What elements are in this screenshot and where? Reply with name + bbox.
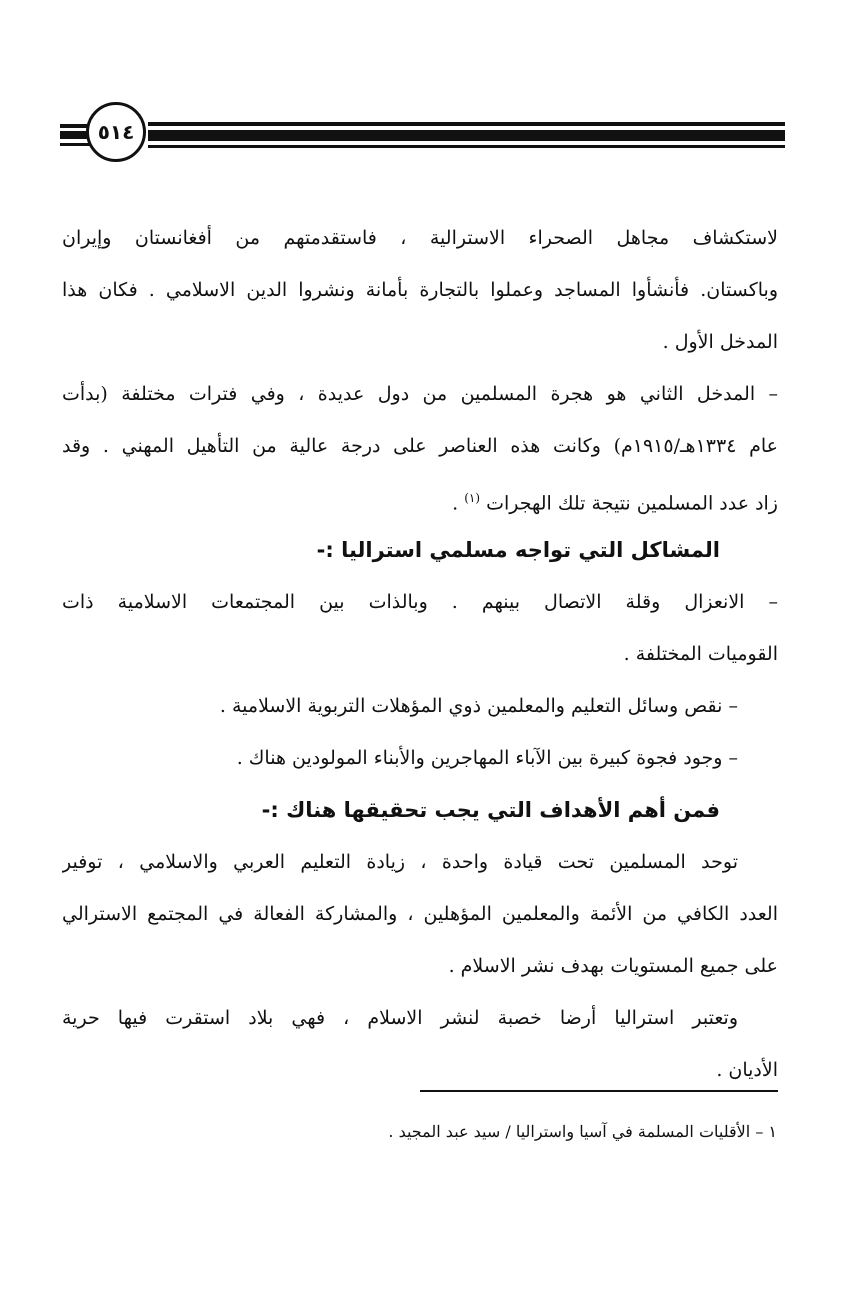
header-rule	[148, 122, 785, 126]
section-heading: المشاكل التي تواجه مسلمي استراليا :-	[316, 538, 720, 562]
body-line: الأديان .	[716, 1059, 778, 1081]
body-line: العدد الكافي من الأئمة والمعلمين المؤهلين ، والمشاركة الفعالة في المجتمع الاسترالي	[62, 903, 778, 925]
body-line: – نقص وسائل التعليم والمعلمين ذوي المؤهلات التربوية الاسلامية .	[219, 695, 738, 717]
body-line: زاد عدد المسلمين نتيجة تلك الهجرات $^{(١)}$ .	[452, 491, 778, 515]
body-line: – المدخل الثاني هو هجرة المسلمين من دول عديدة ، وفي فترات مختلفة (بدأت	[62, 383, 778, 405]
body-line: القوميات المختلفة .	[623, 643, 778, 665]
page-header	[60, 100, 785, 166]
page-number: ٥١٤	[86, 102, 146, 162]
section-heading: فمن أهم الأهداف التي يجب تحقيقها هناك :-	[261, 798, 720, 822]
body-line: وباكستان. فأنشأوا المساجد وعملوا بالتجارة بأمانة ونشروا الدين الاسلامي . فكان هذا	[62, 279, 778, 301]
footnote: ١ – الأقليات المسلمة في آسيا واستراليا / سيد عبد المجيد .	[388, 1122, 777, 1141]
page-body	[62, 212, 778, 1096]
body-line-text: زاد عدد المسلمين نتيجة تلك الهجرات	[486, 492, 778, 515]
body-line: عام ١٣٣٤هـ/١٩١٥م) وكانت هذه العناصر على درجة عالية من التأهيل المهني . وقد	[62, 435, 778, 457]
body-line: لاستكشاف مجاهل الصحراء الاسترالية ، فاستقدمتهم من أفغانستان وإيران	[62, 227, 778, 249]
body-line: وتعتبر استراليا أرضا خصبة لنشر الاسلام ، فهي بلاد استقرت فيها حرية	[62, 1007, 738, 1029]
header-rule	[148, 130, 785, 141]
body-line: – الانعزال وقلة الاتصال بينهم . وبالذات بين المجتمعات الاسلامية ذات	[62, 591, 778, 613]
header-rule-stub	[60, 143, 92, 146]
footnote-ref: (١)	[464, 491, 481, 505]
body-line: المدخل الأول .	[662, 331, 778, 353]
header-rule	[148, 145, 785, 148]
body-line: على جميع المستويات بهدف نشر الاسلام .	[448, 955, 778, 977]
footnote-separator	[420, 1090, 778, 1092]
body-line: توحد المسلمين تحت قيادة واحدة ، زيادة التعليم العربي والاسلامي ، توفير	[62, 851, 738, 873]
body-line: – وجود فجوة كبيرة بين الآباء المهاجرين والأبناء المولودين هناك .	[236, 747, 738, 769]
